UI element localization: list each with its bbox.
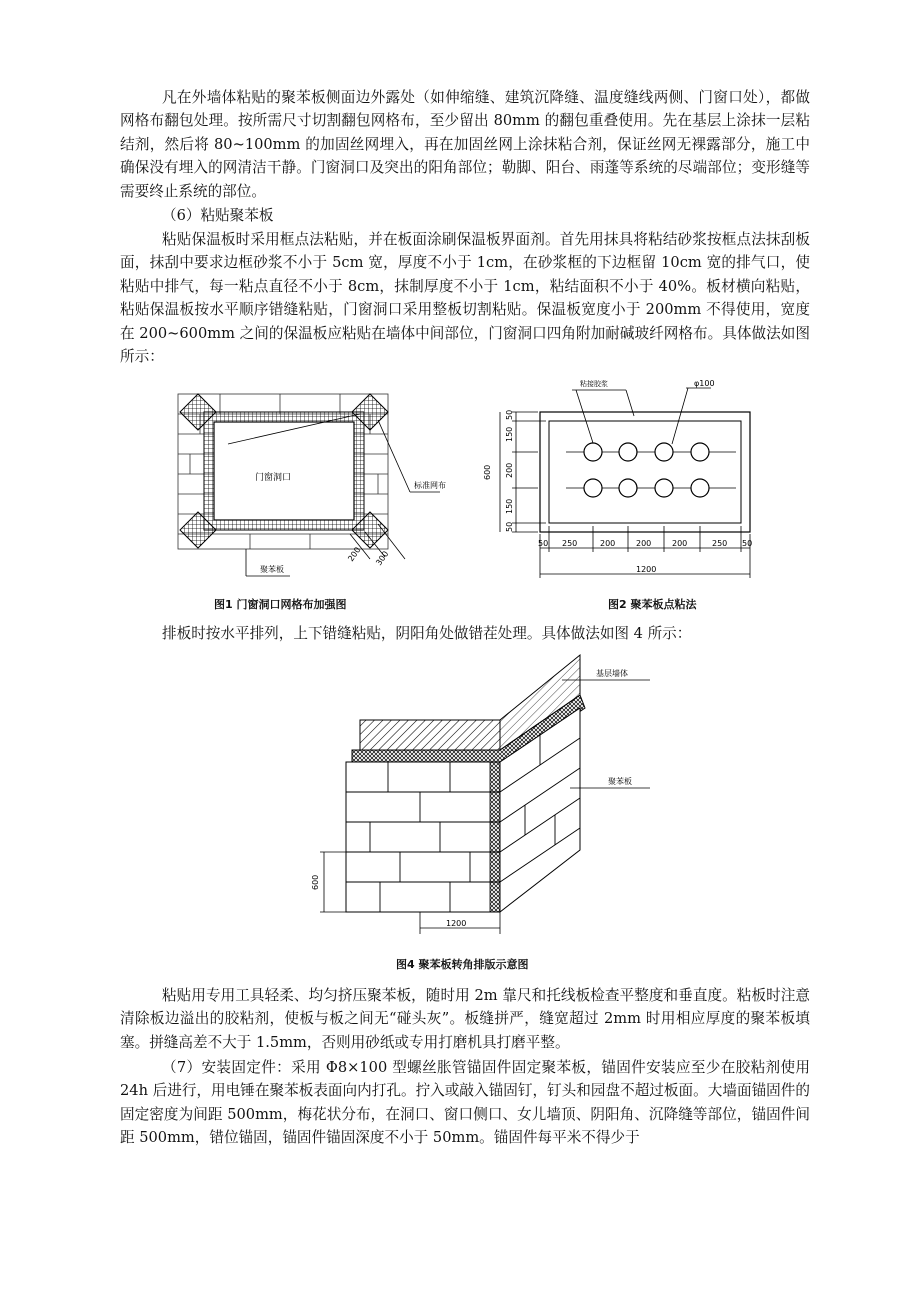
fig1-board-label: 聚苯板 [260,565,284,574]
fig2-hdim-4: 200 [672,539,688,548]
fig2-dot-label: φ100 [694,379,715,388]
fig1-mesh-label: 标准网布 [414,481,446,490]
fig2-vdim-2: 200 [505,462,514,478]
fig2-hdim-6: 50 [742,539,753,548]
figure-1-opening-mesh-diagram [160,384,450,594]
fig1-dim-200: 200 [346,545,363,564]
figure-2-caption: 图2 聚苯板点粘法 [608,598,697,611]
fig2-vdim-0: 50 [505,409,514,420]
paragraph-mesh-wrapping: 凡在外墙体粘贴的聚苯板侧面边外露处（如伸缩缝、建筑沉降缝、温度缝线两侧、门窗口处），都做网格布翻包处理。按所需尺寸切割翻包网格布，至少留出 80mm 的翻包重叠使用。先在基层上涂抹一层粘结剂，然后将 80~100mm 的加固丝网埋入，再在加固丝网上涂抹粘合剂，保证丝网无裸露部分，施工中确保没有埋入的网清洁干静。门窗洞口及突出的阳角部位；勒脚、阳台、雨蓬等系统的尽端部位；变形缝等需要终止系统的部位。 [120,89,810,200]
paragraph-board-layout: 排板时按水平排列，上下错缝粘贴，阴阳角处做错茬处理。具体做法如图 4 所示： [162,625,692,642]
figure-4-caption: 图4 聚苯板转角排版示意图 [396,958,529,971]
fig2-hdim-0: 50 [538,539,549,548]
fig2-hdim-2: 200 [600,539,616,548]
figure-1-caption: 图1 门窗洞口网格布加强图 [214,598,347,611]
fig2-vdim-3: 150 [505,498,514,514]
paragraph-board-bonding: 粘贴保温板时采用框点法粘贴，并在板面涂刷保温板界面剂。首先用抹具将粘结砂浆按框点法抹刮板面，抹刮中要求边框砂浆不小于 5cm 宽，厚度不小于 1cm，在砂浆框的下边框留 10cm 宽的排气口，使粘贴中排气，每一粘点直径不小于 8cm，抹制厚度不小于 1cm，粘结面积不小于 40%。板材横向粘贴，粘贴保温板按水平顺序错缝粘贴，门窗洞口采用整板切割粘贴。保温板宽度小于 200mm 不得使用，宽度在 200~600mm 之间的保温板应粘贴在墙体中间部位，门窗洞口四角附加耐碱玻纤网格布。具体做法如图 所示： [120,231,810,366]
fig4-height-dim: 600 [311,874,320,890]
fig4-width-dim: 1200 [446,919,467,928]
fig2-hdim-3: 200 [636,539,652,548]
section-heading-6: （6）粘贴聚苯板 [162,207,274,224]
paragraph-anchors: （7）安装固定件：采用 Φ8×100 型螺丝胀管锚固件固定聚苯板，锚固件安装应至少在胶粘剂使用 24h 后进行，用电锤在聚苯板表面向内打孔。拧入或敲入锚固钉，钉头和园盘不超过板面。大墙面锚固件的固定密度为间距 500mm，梅花状分布，在洞口、窗口侧口、女儿墙顶、阴阳角、沉降缝等部位，锚固件间距 500mm，错位锚固，锚固件锚固深度不小于 50mm。锚固件每平米不得少于 [120,1059,810,1147]
figure-4-corner-layout-diagram [300,650,670,950]
fig2-hdim-5: 250 [712,539,728,548]
fig2-hdim-1: 250 [562,539,578,548]
fig2-width-total: 1200 [636,565,657,574]
fig2-vdim-4: 50 [505,521,514,532]
fig2-height-total: 600 [483,464,492,480]
fig2-glue-label: 粘接胶浆 [580,380,608,388]
fig1-dim-300: 300 [374,549,391,568]
fig4-board-label: 聚苯板 [608,777,632,786]
fig1-opening-label: 门窗洞口 [255,473,292,483]
fig2-vdim-1: 150 [505,426,514,442]
paragraph-pressing: 粘贴用专用工具轻柔、均匀挤压聚苯板，随时用 2m 靠尺和托线板检查平整度和垂直度。粘板时注意清除板边溢出的胶粘剂，使板与板之间无“碰头灰”。板缝拼严，缝宽超过 2mm 时用相应厚度的聚苯板填塞。拼缝高差不大于 1.5mm，否则用砂纸或专用打磨机具打磨平整。 [120,987,810,1051]
figure-2-dot-bonding-diagram [476,376,776,591]
fig4-wall-label: 基层墙体 [596,669,628,678]
